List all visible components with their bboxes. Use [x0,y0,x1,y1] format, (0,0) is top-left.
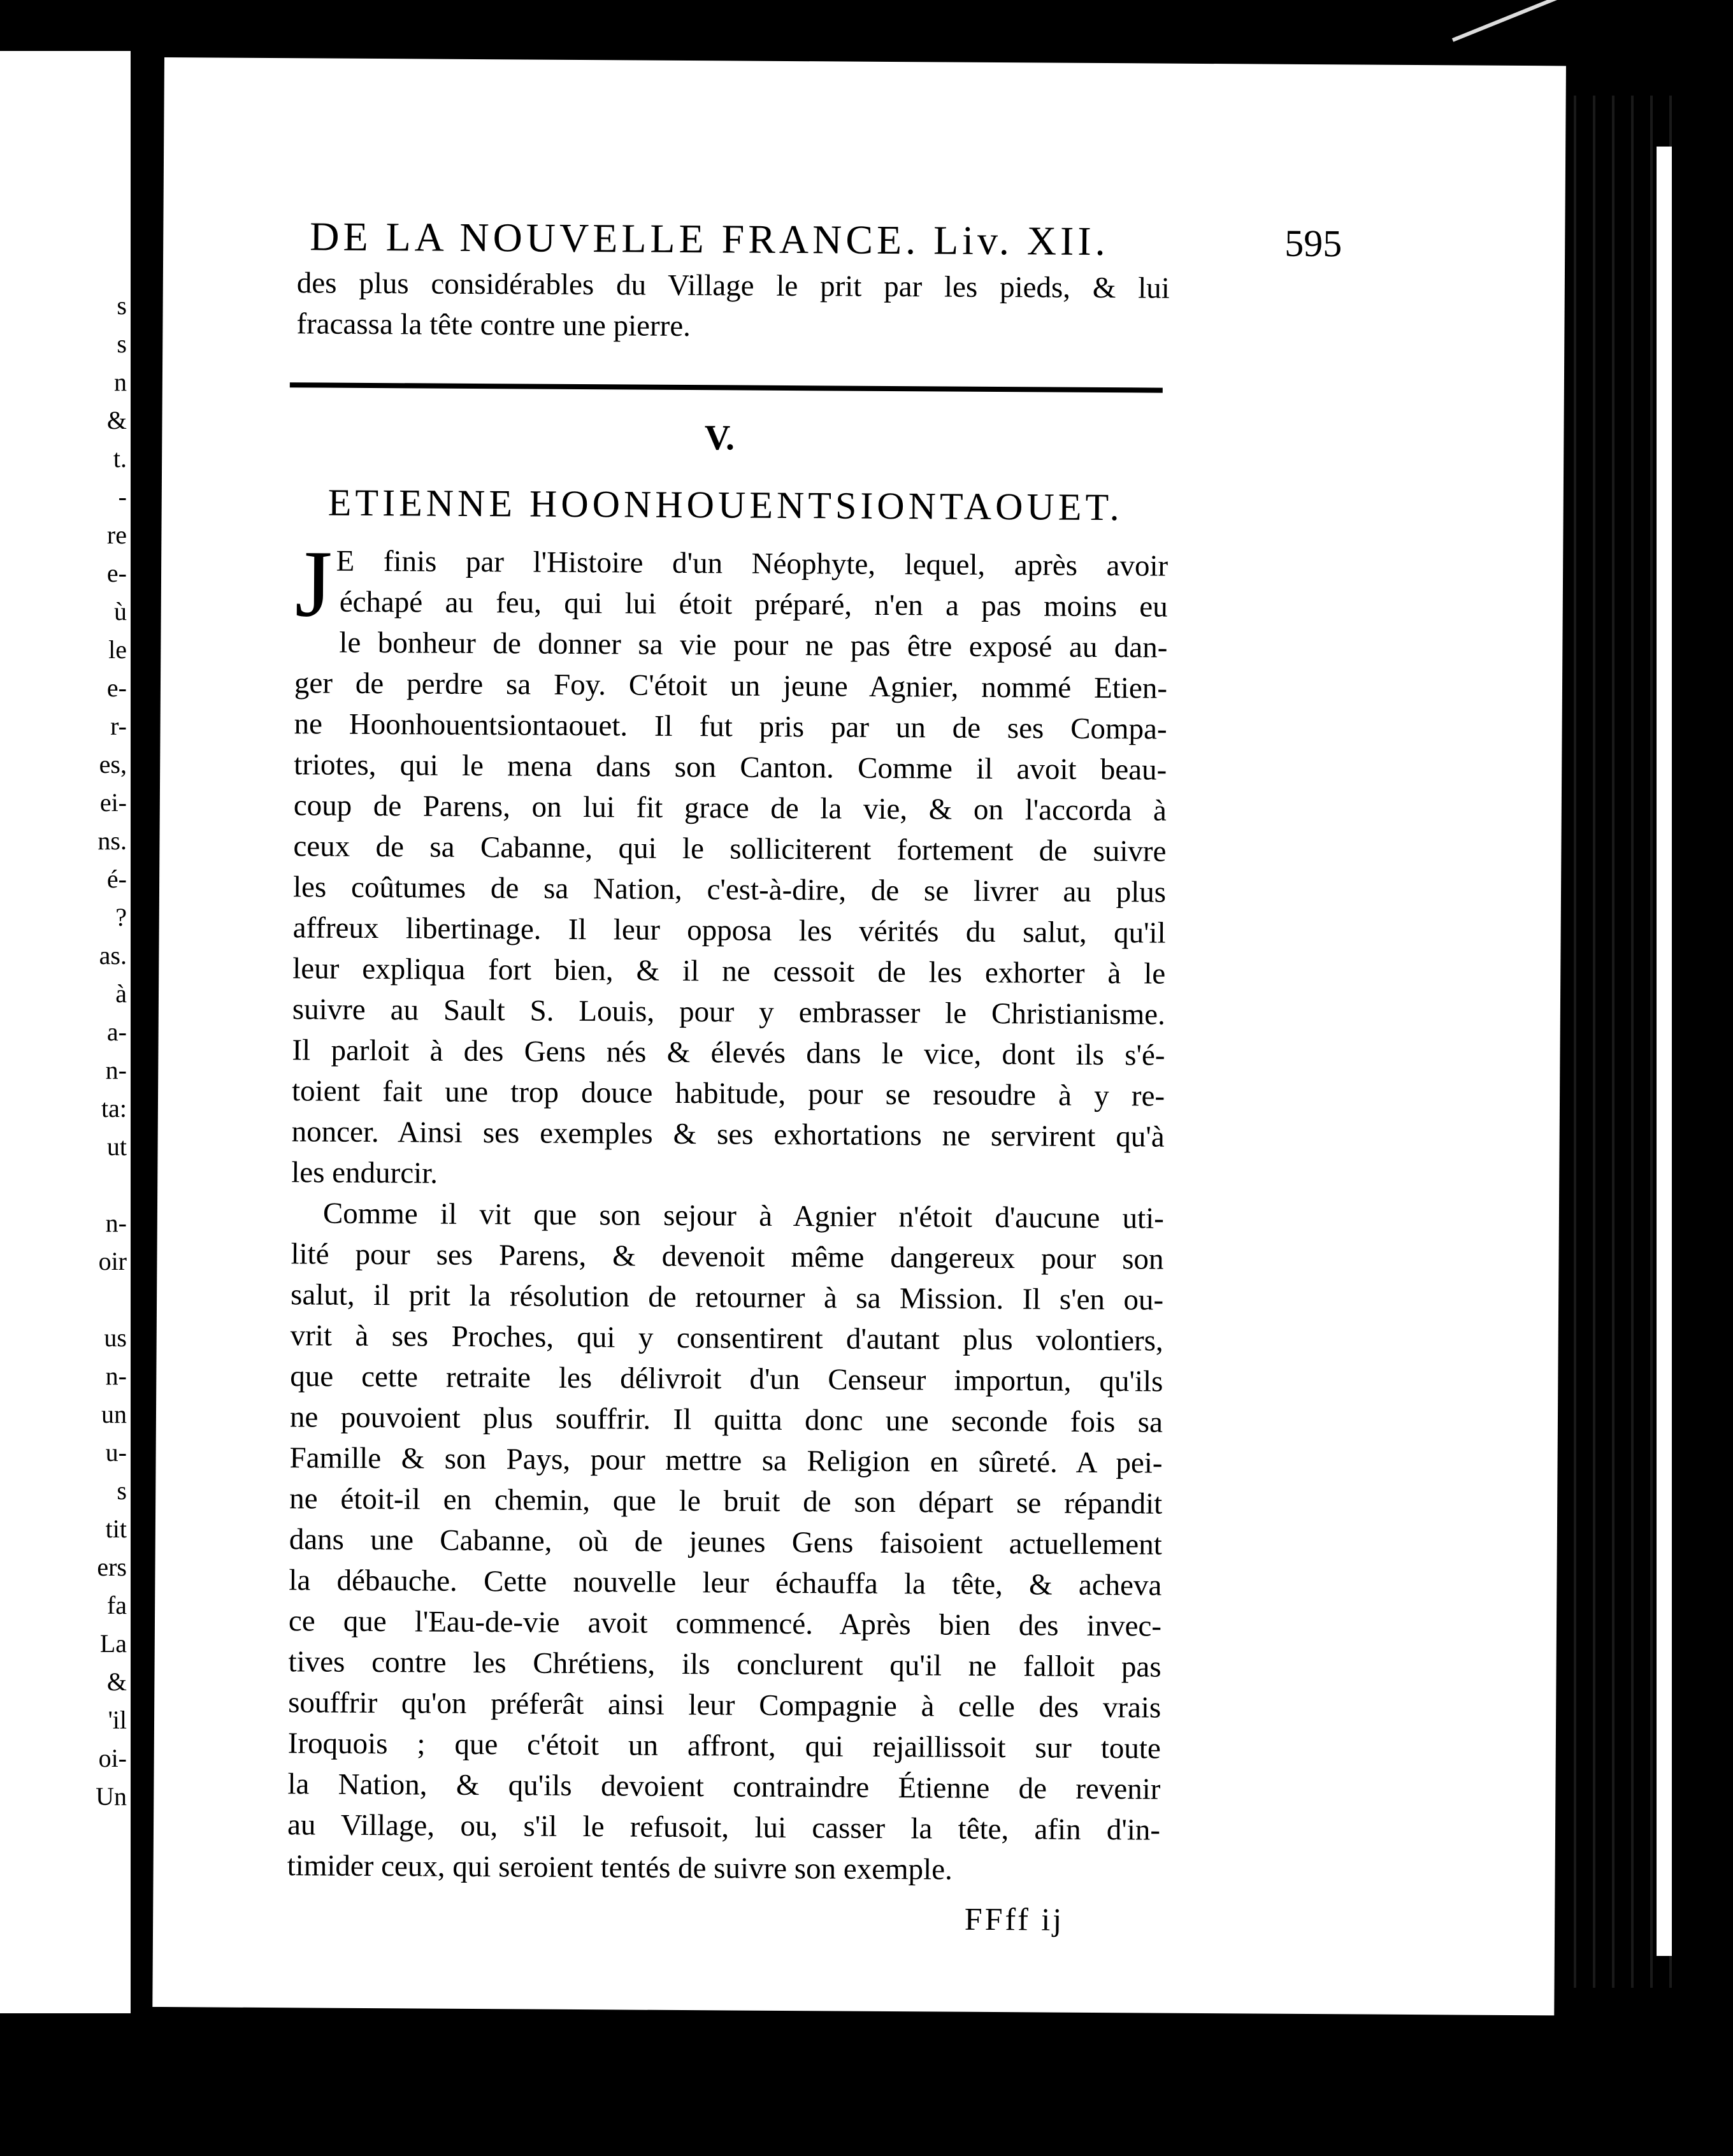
left-fragment: ers [97,1553,127,1581]
text-line: Il parloit à des Gens nés & élevés dans le vice, dont ils s'é- [292,1033,1165,1072]
left-fragment: ei- [99,788,127,817]
left-fragment: us [104,1323,127,1352]
left-fragment: n- [105,1056,127,1084]
scan-artifact [1452,0,1630,42]
left-fragment: n- [105,1209,127,1237]
left-page-text-fragments [0,287,131,1816]
text-line: ne étoit-il en chemin, que le bruit de son départ se répandit [289,1482,1163,1521]
left-fragment: u- [105,1438,127,1467]
text-line: les endurcir. [291,1156,438,1190]
left-fragment: oi- [98,1744,127,1772]
left-fragment [0,1166,131,1204]
text-line: salut, il prit la résolution de retourner à sa Mission. Il s'en ou- [290,1278,1164,1317]
text-line: triotes, qui le mena dans son Canton. Comme il avoit beau- [294,748,1167,787]
text-line: lité pour ses Parens, & devenoit même dangereux pour son [291,1237,1164,1276]
left-fragment: La [99,1629,127,1658]
left-fragment: s [117,1476,127,1505]
page-number: 595 [1284,222,1342,265]
left-fragment: n- [105,1362,127,1390]
text-line: fracassa la tête contre une pierre. [296,307,691,343]
paragraph-2 [287,1193,1164,1891]
text-line: que cette retraite les délivroit d'un Censeur importun, qu'ils [290,1360,1163,1398]
left-fragment: n [114,368,127,396]
left-fragment: à [115,979,127,1008]
text-line: E finis par l'Histoire d'un Néophyte, lequel, après avoir [336,544,1169,583]
left-fragment: as. [99,941,127,970]
paragraph-1 [291,531,1169,1198]
text-line: suivre au Sault S. Louis, pour y embrasser le Christianisme. [292,993,1166,1031]
section-rule [290,382,1163,392]
text-line: échapé au feu, qui lui étoit préparé, n'en a pas moins eu [339,585,1168,624]
text-line: toient fait une trop douce habitude, pour se resoudre à y re- [291,1074,1165,1113]
running-head-title: DE LA NOUVELLE FRANCE. Liv. XII. [310,213,1109,264]
text-line: ceux de sa Cabanne, qui le solliciterent fortement de suivre [293,830,1167,868]
left-fragment: & [106,1667,127,1696]
text-line: la Nation, & qu'ils devoient contraindre Étienne de revenir [287,1767,1161,1806]
left-fragment: ut [106,1132,127,1161]
left-fragment: es, [99,750,127,779]
left-fragment: e- [106,673,127,702]
left-fragment: ns. [97,826,127,855]
left-fragment: t. [113,444,127,473]
left-fragment: e- [106,559,127,587]
text-line: Comme il vit que son sejour à Agnier n'étoit d'aucune uti- [322,1197,1165,1235]
left-fragment: r- [110,712,127,740]
text-line: ne pouvoient plus souffrir. Il quitta donc une seconde fois sa [289,1400,1163,1439]
left-fragment: Un [96,1782,127,1811]
carryover-text [296,262,1170,349]
signature-mark: FFff ij [964,1901,1065,1937]
text-line: Famille & son Pays, pour mettre sa Religion en sûreté. A pei- [289,1441,1163,1480]
left-fragment: a- [106,1017,127,1046]
text-line: ger de perdre sa Foy. C'étoit un jeune Agnier, nommé Etien- [294,666,1168,705]
text-line: les coûtumes de sa Nation, c'est-à-dire, de se livrer au plus [292,870,1167,909]
drop-cap: J [294,531,333,637]
text-line: Iroquois ; que c'étoit un affront, qui rejaillissoit sur toute [287,1727,1161,1765]
text-line: ne Hoonhouentsiontaouet. Il fut pris par un de ses Compa- [294,707,1167,746]
text-line: leur expliqua fort bien, & il ne cessoit de les exhorter à le [292,952,1166,991]
text-line: noncer. Ainsi ses exemples & ses exhortations ne servirent qu'à [291,1115,1165,1154]
left-fragment: tit [105,1514,127,1543]
page-edge-highlight [1657,147,1672,1956]
text-line: au Village, ou, s'il le refusoit, lui casser la tête, afin d'in- [287,1808,1161,1847]
section-number: V. [704,418,735,458]
left-fragment: fa [106,1591,127,1620]
left-fragment: le [108,635,127,664]
left-fragment: ? [115,903,127,931]
section-title: ETIENNE HOONHOUENTSIONTAOUET. [327,481,1123,529]
text-line: tives contre les Chrétiens, ils conclurent qu'il ne falloit pas [288,1645,1161,1684]
left-fragment: & [106,406,127,435]
left-fragment: ta: [101,1094,127,1123]
text-line: affreux libertinage. Il leur opposa les vérités du salut, qu'il [292,911,1166,950]
main-page [152,57,1566,2015]
left-facing-page [0,51,131,2013]
page-content [274,211,1342,1943]
text-line: coup de Parens, on lui fit grace de la vie, & on l'accorda à [293,789,1167,828]
text-line: des plus considérables du Village le prit par les pieds, & lui [296,266,1170,305]
running-head [310,211,1342,269]
paragraph-1-lines [291,531,1169,1198]
left-fragment: 'il [108,1706,127,1734]
left-fragment: ù [114,597,127,626]
text-line: vrit à ses Proches, qui y consentirent d'autant plus volontiers, [290,1319,1163,1358]
left-fragment [0,1281,131,1319]
left-fragment: é- [106,865,127,893]
left-fragment: s [117,291,127,320]
left-fragment: re [106,521,127,549]
text-line: le bonheur de donner sa vie pour ne pas être exposé au dan- [339,626,1168,665]
text-line: la débauche. Cette nouvelle leur échauffa la tête, & acheva [289,1563,1162,1602]
text-line: ce que l'Eau-de-vie avoit commencé. Après bien des invec- [288,1604,1162,1643]
left-fragment: oir [98,1247,127,1276]
text-line: souffrir qu'on préferât ainsi leur Compagnie à celle des vrais [288,1686,1161,1725]
left-fragment: - [118,482,127,511]
left-fragment: s [117,329,127,358]
left-fragment: un [101,1400,127,1428]
text-line: dans une Cabanne, où de jeunes Gens faisoient actuellement [289,1523,1162,1562]
text-line: timider ceux, qui seroient tentés de suivre son exemple. [287,1849,953,1886]
